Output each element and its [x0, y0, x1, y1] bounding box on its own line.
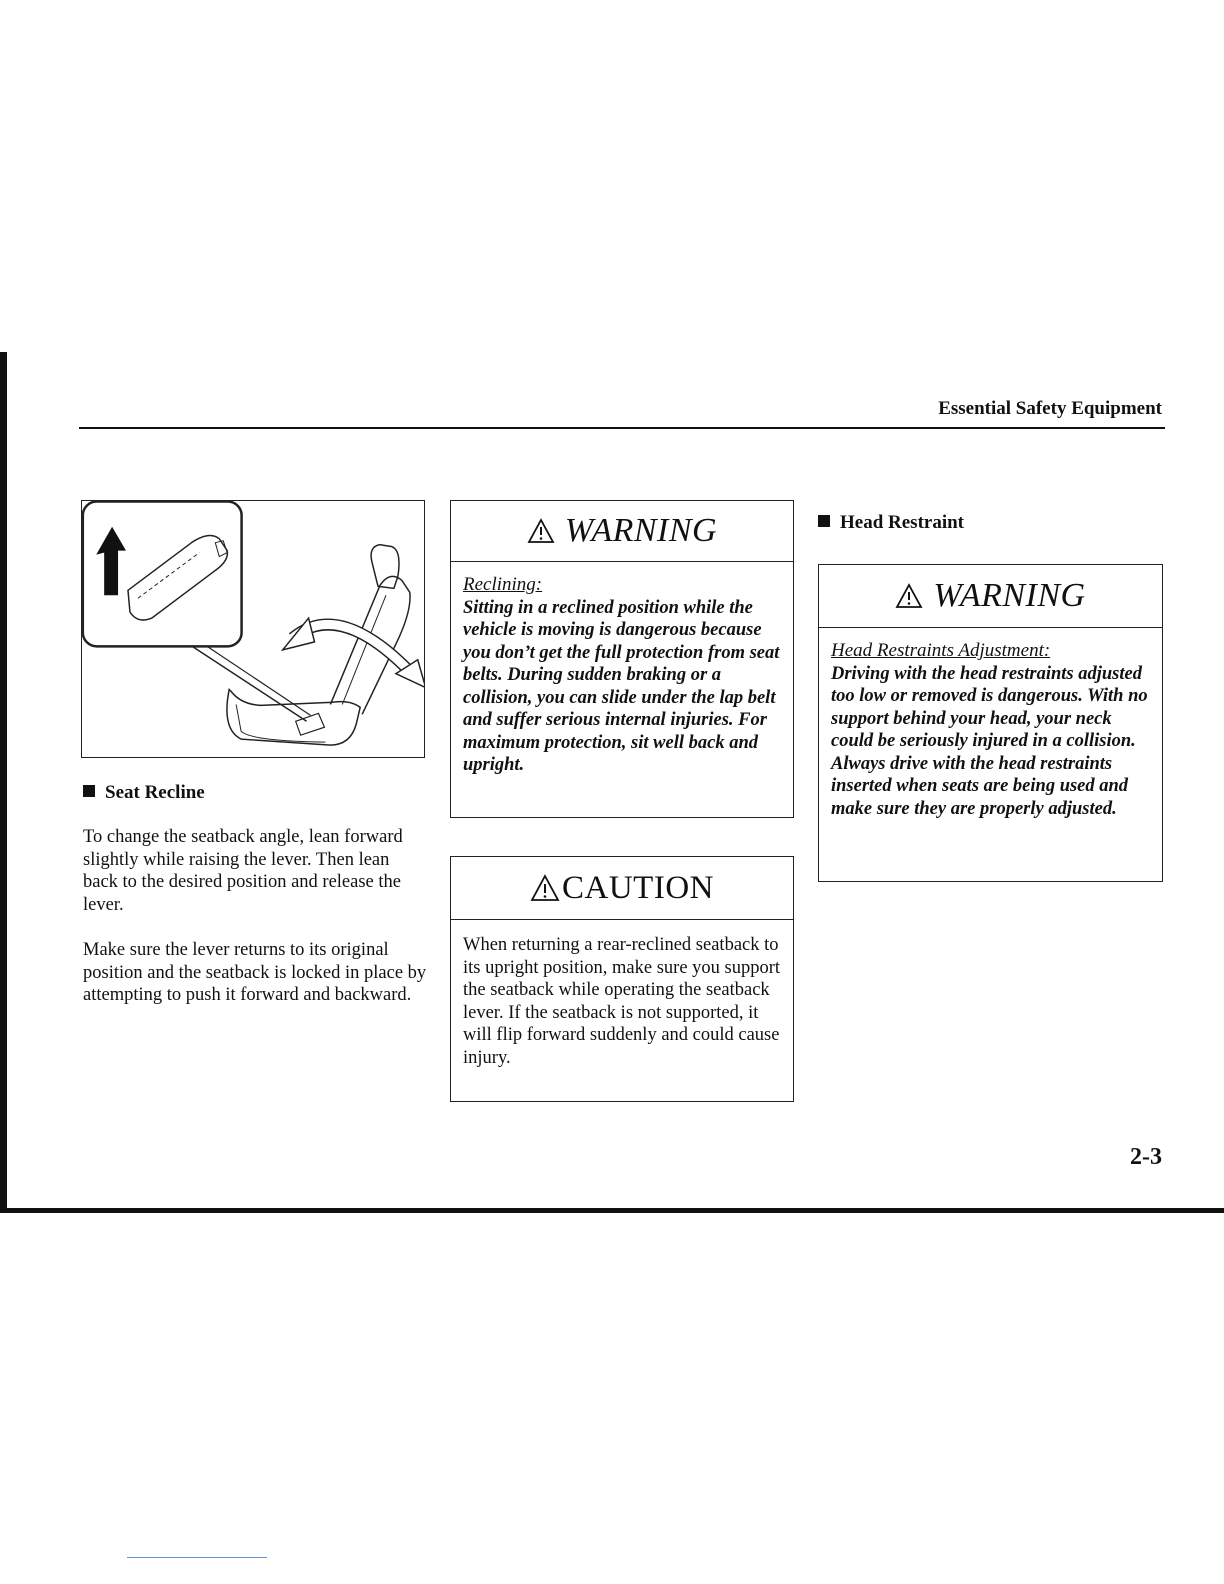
caution-seatback-text: When returning a rear-reclined seatback to its upright position, make sure you support the seatback while operating the seatback lever. If the seatback is not supported, it will flip forward suddenly and could cause injury.: [463, 935, 781, 1068]
link-underline: [127, 1557, 267, 1558]
section-header-title: Essential Safety Equipment: [938, 398, 1162, 419]
warning-triangle-icon: [530, 874, 560, 902]
warning-reclining-box: [450, 500, 794, 818]
warning-triangle-icon: [527, 518, 555, 544]
square-bullet-icon: [818, 515, 830, 527]
seat-recline-paragraph-1: To change the seatback angle, lean forward slightly while raising the lever. Then lean back to the desired position and release the lever.: [83, 827, 403, 915]
header-rule: [79, 427, 1165, 429]
caution-seatback-title: CAUTION: [451, 857, 793, 920]
seat-recline-illustration: [81, 500, 425, 758]
bottom-rule: [0, 1208, 1224, 1213]
warning-reclining-text: Sitting in a reclined position while the vehicle is moving is dangerous because you don’t get the full protection from seat belts. During sudden braking or a collision, you can slide under the lap belt and suffer serious internal injuries. For maximum protection, sit well back and upright.: [463, 597, 780, 775]
warning-triangle-icon: [895, 583, 923, 609]
page-number: 2-3: [1130, 1144, 1162, 1170]
square-bullet-icon: [83, 785, 95, 797]
warning-reclining-subtitle: Reclining:: [463, 574, 543, 595]
warning-head-restraint-subtitle: Head Restraints Adjustment:: [831, 640, 1051, 661]
seat-recline-heading: Seat Recline: [83, 782, 205, 804]
caution-seatback-box: [450, 856, 794, 1102]
seat-recline-paragraph-2: Make sure the lever returns to its original position and the seatback is locked in place by attempting to push it forward and backward.: [83, 940, 427, 1005]
warning-head-restraint-text: Driving with the head restraints adjusted too low or removed is dangerous. With no support behind your head, your neck could be seriously injured in a collision. Always drive with the head restraints inserted when seats are being used and make sure they are properly adjusted.: [831, 663, 1148, 819]
warning-head-restraint-title: WARNING: [819, 565, 1162, 628]
warning-head-restraint-box: [818, 564, 1163, 882]
page-binding-edge: [0, 352, 7, 1212]
warning-reclining-title: WARNING: [451, 501, 793, 562]
head-restraint-heading: Head Restraint: [818, 512, 964, 534]
